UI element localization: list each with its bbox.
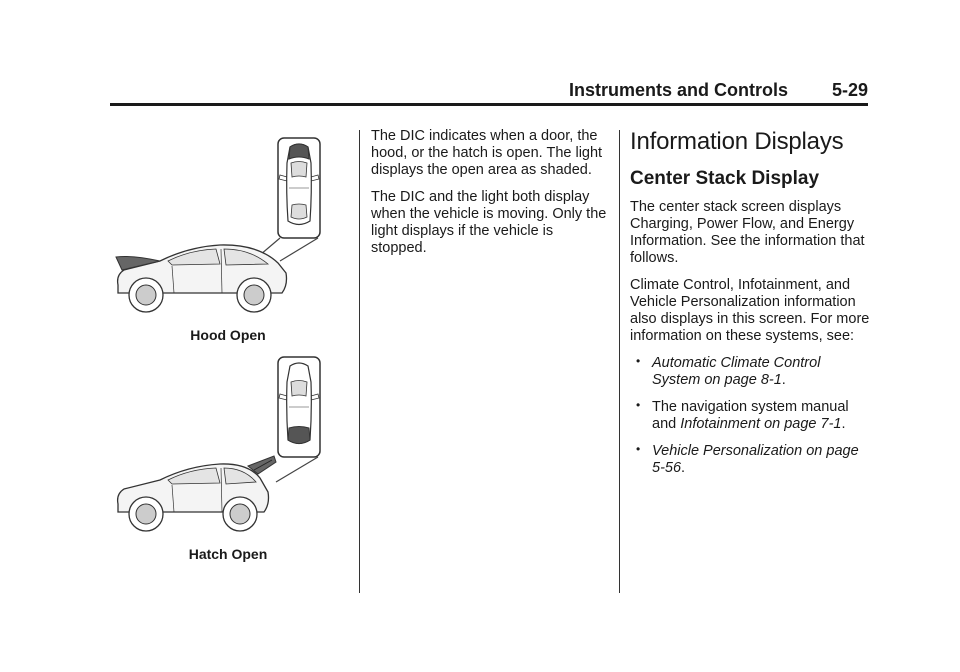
hatch-shaded-area [288,427,310,444]
hatch-open-illustration [108,352,348,542]
vehicle-personalization-reference-link[interactable]: Vehicle Personalization on page 5-56 [652,443,859,476]
section-title: Instruments and Controls [568,80,788,100]
hood-open-illustration [108,133,348,323]
page-header [110,80,868,104]
reference-list [630,355,870,477]
list-item: • The navigation system manual and Infotainment on page 7-1. [636,398,849,432]
door-indicator-top-view [278,357,320,457]
column-divider-left [359,130,360,593]
header-rule [110,103,868,106]
section-heading: Information Displays [630,128,844,155]
bullet: • [636,398,641,412]
hood-shaded-area [289,144,309,159]
list-item: • Automatic Climate Control System on page 8-1. [636,354,821,388]
door-indicator-top-view [278,138,320,238]
information-displays-section [630,128,870,487]
list-item: • Vehicle Personalization on page 5-56. [636,442,859,476]
infotainment-reference-link[interactable]: Infotainment on page 7-1 [680,416,842,432]
door-ajar-description [371,128,611,267]
page-number: 5-29 [831,80,868,100]
car-side-view [118,456,276,531]
column-divider-right [619,130,620,593]
subsection-heading: Center Stack Display [630,168,820,189]
bullet: • [636,354,641,368]
paragraph: The DIC indicates when a door, the hood, or the hatch is open. The light displays the open area as shaded. [371,128,603,178]
paragraph: The DIC and the light both display when the vehicle is moving. Only the light displays if the vehicle is stopped. [371,189,607,256]
paragraph: The center stack screen displays Charging, Power Flow, and Energy Information. See the information that follows. [630,199,865,266]
hatch-open-caption: Hatch Open [188,546,268,562]
bullet: • [636,442,641,456]
hood-open-caption: Hood Open [190,327,266,343]
paragraph: Climate Control, Infotainment, and Vehicle Personalization information also displays in this screen. For more information on these systems, see: [630,277,870,344]
car-side-view [116,245,287,312]
climate-control-reference-link[interactable]: Automatic Climate Control System on page 8-1 [652,355,821,388]
